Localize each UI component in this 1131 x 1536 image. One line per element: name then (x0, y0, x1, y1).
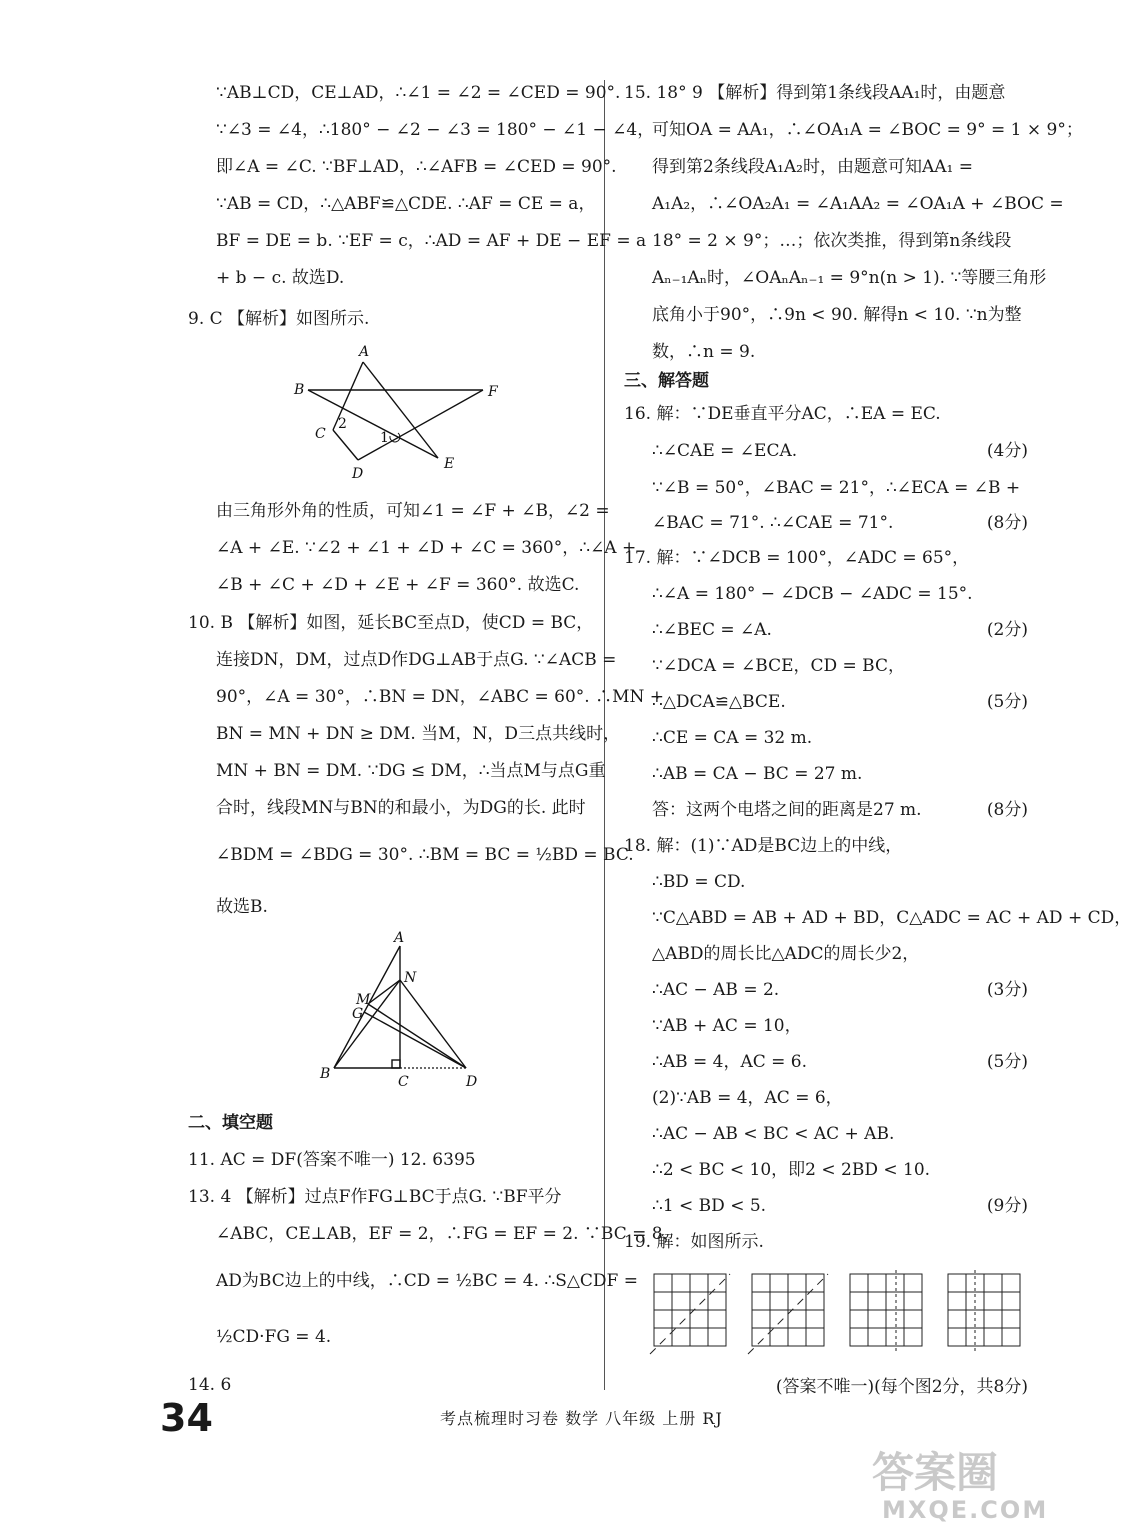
q10-line-3: 90°，∠A = 30°，∴BN = DN，∠ABC = 60°. ∴MN + (216, 687, 665, 707)
footer-book-title: 考点梳理时习卷 数学 八年级 上册 RJ (440, 1409, 723, 1428)
q15-line-3: 得到第2条线段A₁A₂时，由题意可知AA₁ = (652, 157, 974, 177)
q10-line-1: 10. B 【解析】如图，延长BC至点D，使CD = BC， (188, 613, 594, 633)
q18-line-11: ∴1 < BD < 5. (9分) (652, 1196, 1028, 1216)
q9-line-3: ∠B + ∠C + ∠D + ∠E + ∠F = 360°. 故选C. (216, 575, 580, 595)
fig2-label-D: D (466, 1074, 478, 1090)
watermark-logo (862, 1440, 1049, 1530)
q9-heading: 9. C 【解析】如图所示. (188, 309, 370, 329)
q10-line-2: 连接DN，DM，过点D作DG⊥AB于点G. ∵∠ACB = (216, 650, 617, 670)
fig2-label-B: B (320, 1066, 331, 1082)
q18-line-8: (2)∵AB = 4，AC = 6， (652, 1088, 843, 1108)
q9-line-2: ∠A + ∠E. ∵∠2 + ∠1 + ∠D + ∠C = 360°，∴∠A + (216, 538, 637, 558)
q10-line-8: 故选B. (216, 897, 268, 917)
q10-line-6: 合时，线段MN与BN的和最小，为DG的长. 此时 (216, 798, 586, 818)
q18-line-6: ∵AB + AC = 10， (652, 1016, 802, 1036)
q17-line-5: ∴△DCA≌△BCE. (5分) (652, 692, 1028, 712)
fig2-label-C: C (398, 1074, 409, 1090)
fig2-label-A: A (394, 930, 405, 946)
q8-line-5: BF = DE = b. ∵EF = c，∴AD = AF + DE − EF = a (216, 231, 647, 251)
fig2-label-G: G (352, 1006, 364, 1022)
q17-line-4: ∵∠DCA = ∠BCE，CD = BC， (652, 656, 905, 676)
q18-line-1: 18. 解：(1)∵AD是BC边上的中线， (624, 836, 903, 856)
q8-line-2: ∵∠3 = ∠4，∴180° − ∠2 − ∠3 = 180° − ∠1 − ∠4， (216, 120, 655, 140)
page-footer (0, 1398, 1054, 1438)
q18-line-3: ∵C△ABD = AB + AD + BD，C△ADC = AC + AD + CD， (652, 908, 1131, 928)
q9-line-1: 由三角形外角的性质，可知∠1 = ∠F + ∠B，∠2 = (216, 501, 610, 521)
q8-line-1: ∵AB⊥CD，CE⊥AD，∴∠1 = ∠2 = ∠CED = 90°. (216, 83, 621, 103)
q19-grid-3 (846, 1270, 928, 1358)
q18-line-10: ∴2 < BC < 10，即2 < 2BD < 10. (652, 1160, 931, 1180)
fig1-label-2: 2 (338, 416, 347, 432)
fig1-label-A: A (359, 344, 370, 360)
page-number: 34 (160, 1396, 213, 1440)
q18-line-2: ∴BD = CD. (652, 872, 746, 892)
q17-line-3: ∴∠BEC = ∠A. (2分) (652, 620, 1028, 640)
q17-line-2: ∴∠A = 180° − ∠DCB − ∠ADC = 15°. (652, 584, 973, 604)
section-solutions: 三、解答题 (624, 371, 709, 391)
q17-line-1: 17. 解：∵∠DCB = 100°，∠ADC = 65°， (624, 548, 970, 568)
section-fill-in: 二、填空题 (188, 1113, 273, 1133)
q15-line-4: A₁A₂，∴∠OA₂A₁ = ∠A₁AA₂ = ∠OA₁A + ∠BOC = (652, 194, 1064, 214)
q19-grid-4 (944, 1270, 1026, 1358)
q16-line-3: ∵∠B = 50°，∠BAC = 21°，∴∠ECA = ∠B + (652, 478, 1021, 498)
q15-line-8: 数，∴n = 9. (652, 342, 756, 362)
q8-line-6: + b − c. 故选D. (216, 268, 345, 288)
q10-figure (318, 932, 488, 1096)
q14: 14. 6 (188, 1375, 232, 1395)
q15-line-5: 18° = 2 × 9°；…；依次类推，得到第n条线段 (652, 231, 1012, 251)
q18-line-4: △ABD的周长比△ADC的周长少2， (652, 944, 920, 964)
fig1-label-D: D (352, 466, 364, 482)
fig2-label-M: M (356, 992, 371, 1008)
q18-line-5: ∴AC − AB = 2. (3分) (652, 980, 1028, 1000)
q17-line-8: 答：这两个电塔之间的距离是27 m. (8分) (652, 800, 1028, 820)
q16-line-2: ∴∠CAE = ∠ECA. (4分) (652, 441, 1028, 461)
q10-line-7: ∠BDM = ∠BDG = 30°. ∴BM = BC = ½BD = BC. (216, 845, 634, 865)
q13-line-2: ∠ABC，CE⊥AB，EF = 2，∴FG = EF = 2. ∵BC = 8， (216, 1224, 680, 1244)
q13-line-4: ½CD·FG = 4. (216, 1327, 332, 1347)
q18-line-9: ∴AC − AB < BC < AC + AB. (652, 1124, 895, 1144)
q10-line-5: MN + BN = DM. ∵DG ≤ DM，∴当点M与点G重 (216, 761, 606, 781)
q17-line-6: ∴CE = CA = 32 m. (652, 728, 813, 748)
q19-note: (答案不唯一)(每个图2分，共8分) (775, 1377, 1028, 1397)
q15-line-2: 可知OA = AA₁，∴∠OA₁A = ∠BOC = 9° = 1 × 9°； (652, 120, 1083, 140)
q17-line-7: ∴AB = CA − BC = 27 m. (652, 764, 863, 784)
fig1-label-1: 1 (380, 430, 389, 446)
q19-heading: 19. 解：如图所示. (624, 1232, 764, 1252)
q9-figure (288, 340, 518, 488)
fig1-label-E: E (444, 456, 455, 472)
q11-12: 11. AC = DF(答案不唯一) 12. 6395 (188, 1150, 476, 1170)
q15-line-6: Aₙ₋₁Aₙ时，∠OAₙAₙ₋₁ = 9°n(n > 1). ∵等腰三角形 (652, 268, 1047, 288)
q16-line-1: 16. 解：∵DE垂直平分AC，∴EA = EC. (624, 404, 941, 424)
q13-line-3: AD为BC边上的中线，∴CD = ½BC = 4. ∴S△CDF = (216, 1271, 638, 1291)
watermark-top: 答案圈 (872, 1448, 999, 1497)
q16-line-4: ∠BAC = 71°. ∴∠CAE = 71°. (8分) (652, 513, 1028, 533)
q8-line-3: 即∠A = ∠C. ∵BF⊥AD，∴∠AFB = ∠CED = 90°. (216, 157, 617, 177)
fig2-label-N: N (404, 970, 417, 986)
q13-line-1: 13. 4 【解析】过点F作FG⊥BC于点G. ∵BF平分 (188, 1187, 562, 1207)
q10-line-4: BN = MN + DN ≥ DM. 当M，N，D三点共线时， (216, 724, 621, 744)
fig1-label-C: C (315, 426, 326, 442)
q19-grid-2 (748, 1270, 830, 1358)
q8-line-4: ∵AB = CD，∴△ABF≌△CDE. ∴AF = CE = a， (216, 194, 596, 214)
fig1-label-F: F (488, 384, 498, 400)
q18-line-7: ∴AB = 4，AC = 6. (5分) (652, 1052, 1028, 1072)
q15-line-7: 底角小于90°，∴9n < 90. 解得n < 10. ∵n为整 (652, 305, 1022, 325)
fig1-label-B: B (294, 382, 305, 398)
watermark-bottom: MXQE.COM (882, 1496, 1049, 1524)
q19-grid-1 (650, 1270, 732, 1358)
q15-line-1: 15. 18° 9 【解析】得到第1条线段AA₁时，由题意 (624, 83, 1006, 103)
